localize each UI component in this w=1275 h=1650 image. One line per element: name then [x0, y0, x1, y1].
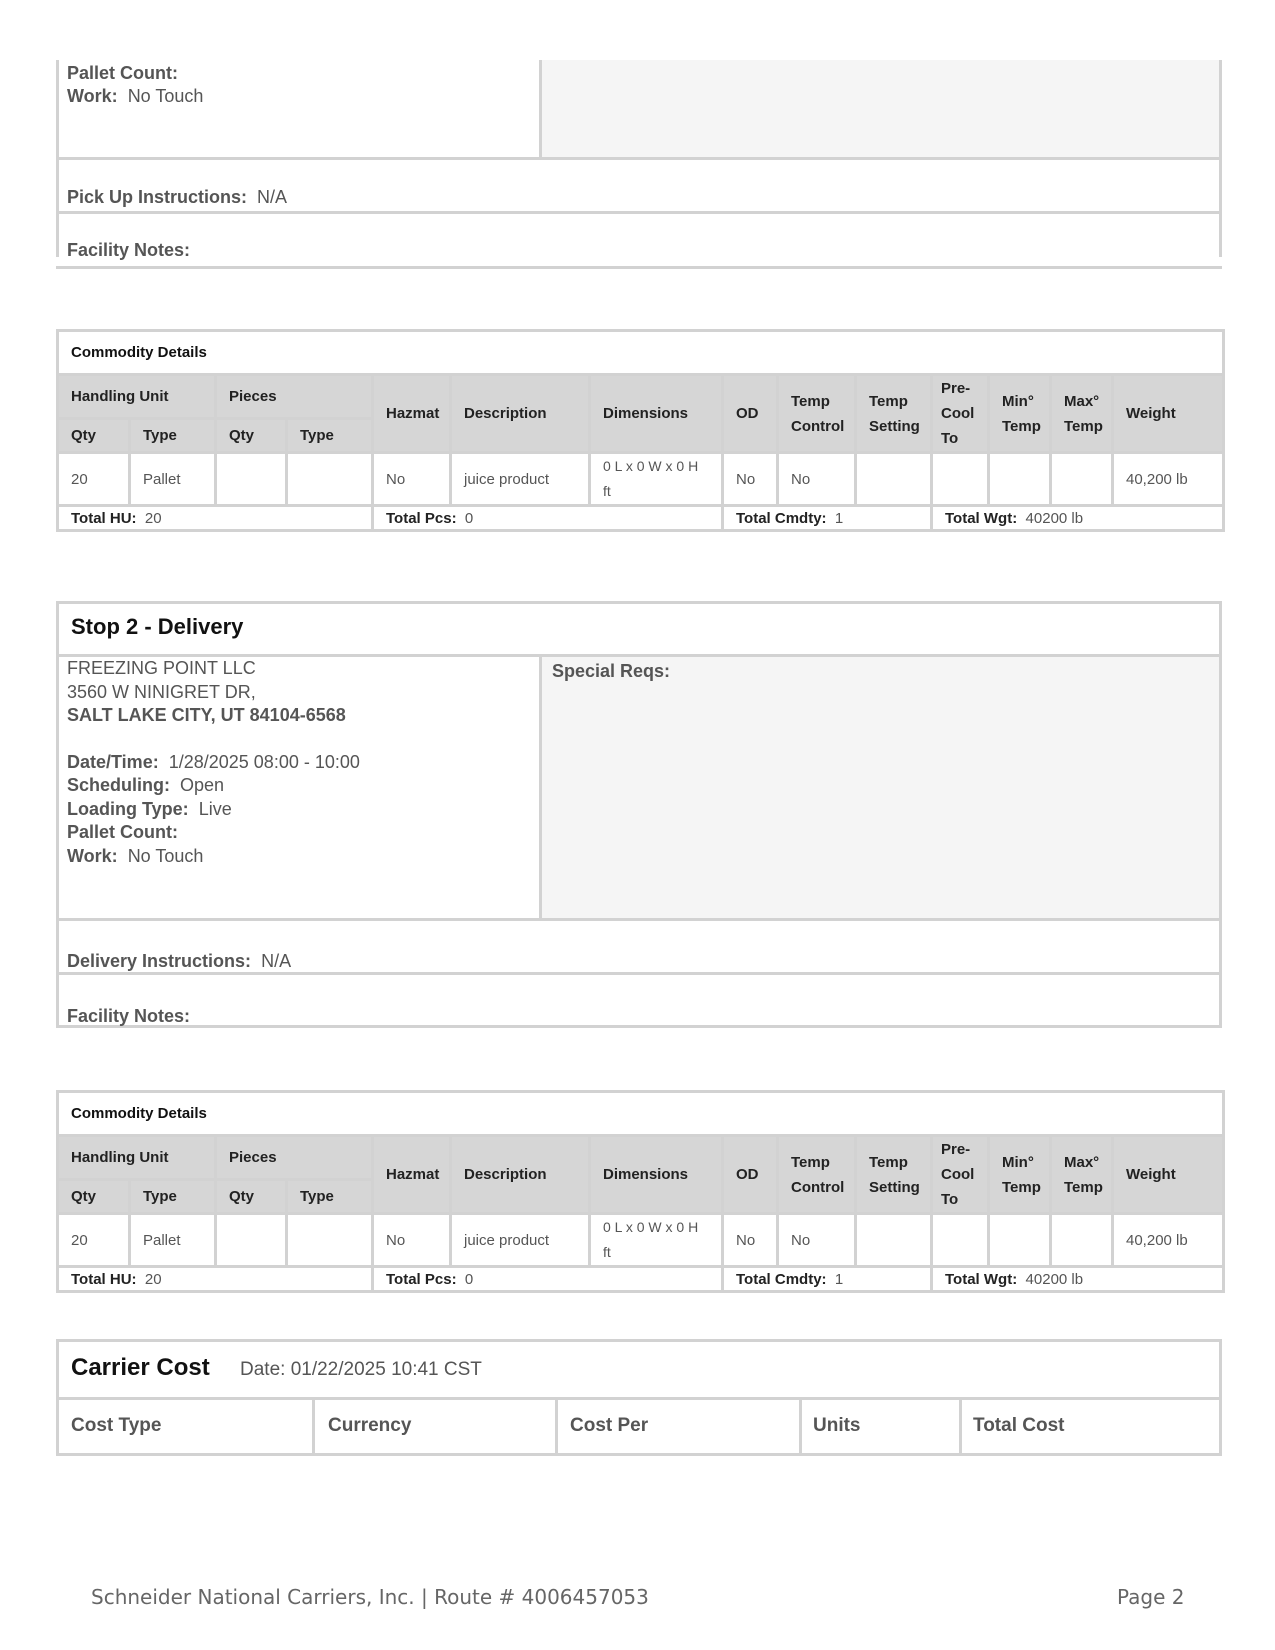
col-weight: Weight — [1113, 375, 1224, 453]
hu-type-cell: Pallet — [130, 1214, 216, 1267]
total-wgt-label: Total Wgt: — [945, 509, 1018, 527]
carrier-cost-title: Carrier Cost — [71, 1354, 210, 1381]
col-hu-qty: Qty — [58, 418, 130, 452]
totals-row — [58, 1267, 1224, 1292]
weight-cell: 40,200 lb — [1113, 1214, 1224, 1267]
col-od: OD — [723, 375, 778, 453]
pc-type-cell — [287, 453, 373, 506]
description-cell: juice product — [451, 1214, 590, 1267]
scheduling-label: Scheduling: — [67, 775, 170, 795]
temp-control-cell: No — [778, 1214, 856, 1267]
col-currency: Currency — [328, 1415, 412, 1436]
col-pc-qty: Qty — [216, 1179, 287, 1213]
total-wgt-label: Total Wgt: — [945, 1270, 1018, 1288]
delivery-instructions-value: N/A — [261, 951, 292, 971]
col-temp-setting: Temp Setting — [856, 1136, 932, 1214]
facility-notes-label: Facility Notes: — [67, 1006, 191, 1026]
stop2-title: Stop 2 - Delivery — [71, 614, 244, 639]
hazmat-cell: No — [373, 453, 451, 506]
total-cmdty-label: Total Cmdty: — [736, 1270, 827, 1288]
work-label: Work: — [67, 86, 118, 106]
col-min-temp: Min° Temp — [989, 375, 1051, 453]
total-wgt-value: 40200 lb — [1025, 1270, 1084, 1288]
special-reqs-label: Special Reqs: — [552, 661, 671, 681]
pc-type-cell — [287, 1214, 373, 1267]
page-number: Page 2 — [1117, 1585, 1185, 1609]
total-cmdty-value: 1 — [834, 509, 844, 527]
facility-notes-label: Facility Notes: — [67, 240, 191, 260]
col-max-temp: Max° Temp — [1051, 375, 1113, 453]
min-temp-cell — [989, 453, 1051, 506]
od-cell: No — [723, 1214, 778, 1267]
city-state-zip: SALT LAKE CITY, UT 84104-6568 — [67, 705, 346, 725]
col-description: Description — [451, 1136, 590, 1214]
description-cell: juice product — [451, 453, 590, 506]
col-temp-control: Temp Control — [778, 1136, 856, 1214]
col-pc-qty: Qty — [216, 418, 287, 452]
col-hu-type: Type — [130, 418, 216, 452]
table-row — [58, 453, 1224, 506]
col-hazmat: Hazmat — [373, 375, 451, 453]
special-reqs-panel — [542, 657, 1219, 918]
work-value: No Touch — [127, 86, 204, 106]
col-pieces: Pieces — [216, 375, 373, 419]
total-pcs-value: 0 — [464, 509, 474, 527]
work-value: No Touch — [127, 846, 204, 866]
total-pcs-label: Total Pcs: — [386, 1270, 457, 1288]
total-wgt-value: 40200 lb — [1025, 509, 1084, 527]
hu-qty-cell: 20 — [58, 1214, 130, 1267]
col-cost-per: Cost Per — [570, 1415, 649, 1436]
max-temp-cell — [1051, 1214, 1113, 1267]
col-hu-type: Type — [130, 1179, 216, 1213]
address-line: 3560 W NINIGRET DR, — [67, 682, 256, 702]
col-pre-cool-to: Pre-Cool To — [932, 1136, 989, 1214]
min-temp-cell — [989, 1214, 1051, 1267]
temp-setting-cell — [856, 1214, 932, 1267]
pc-qty-cell — [216, 453, 287, 506]
pickup-instructions-label: Pick Up Instructions: — [67, 187, 248, 207]
pallet-count-label: Pallet Count: — [67, 63, 178, 83]
col-hazmat: Hazmat — [373, 1136, 451, 1214]
hu-type-cell: Pallet — [130, 453, 216, 506]
total-cmdty-value: 1 — [834, 1270, 844, 1288]
commodity-title: Commodity Details — [58, 331, 1224, 375]
temp-setting-cell — [856, 453, 932, 506]
total-hu-value: 20 — [144, 1270, 162, 1288]
table-row — [58, 1214, 1224, 1267]
totals-row — [58, 506, 1224, 531]
col-min-temp: Min° Temp — [989, 1136, 1051, 1214]
col-od: OD — [723, 1136, 778, 1214]
total-cmdty-label: Total Cmdty: — [736, 509, 827, 527]
total-hu-label: Total HU: — [71, 509, 137, 527]
datetime-value: 1/28/2025 08:00 - 10:00 — [168, 752, 360, 772]
scheduling-value: Open — [180, 775, 225, 795]
col-pc-type: Type — [287, 1179, 373, 1213]
dimensions-cell: 0 L x 0 W x 0 H ft — [590, 453, 723, 506]
col-pieces: Pieces — [216, 1136, 373, 1180]
col-description: Description — [451, 375, 590, 453]
total-hu-value: 20 — [144, 509, 162, 527]
total-pcs-label: Total Pcs: — [386, 509, 457, 527]
stop1-special-reqs-panel — [542, 60, 1219, 158]
col-temp-setting: Temp Setting — [856, 375, 932, 453]
col-pre-cool-to: Pre-Cool To — [932, 375, 989, 453]
col-temp-control: Temp Control — [778, 375, 856, 453]
datetime-label: Date/Time: — [67, 752, 159, 772]
hazmat-cell: No — [373, 1214, 451, 1267]
pre-cool-cell — [932, 1214, 989, 1267]
loading-type-label: Loading Type: — [67, 799, 189, 819]
col-handling-unit: Handling Unit — [58, 1136, 216, 1180]
total-hu-label: Total HU: — [71, 1270, 137, 1288]
commodity-title: Commodity Details — [58, 1092, 1224, 1136]
total-pcs-value: 0 — [464, 1270, 474, 1288]
col-dimensions: Dimensions — [590, 1136, 723, 1214]
dimensions-cell: 0 L x 0 W x 0 H ft — [590, 1214, 723, 1267]
pickup-instructions-value: N/A — [257, 187, 288, 207]
hu-qty-cell: 20 — [58, 453, 130, 506]
footer-route: Schneider National Carriers, Inc. | Route # 4006457053 — [91, 1585, 649, 1609]
col-pc-type: Type — [287, 418, 373, 452]
loading-type-value: Live — [198, 799, 232, 819]
col-max-temp: Max° Temp — [1051, 1136, 1113, 1214]
commodity-details-table-2 — [56, 1090, 1222, 1293]
company-name: FREEZING POINT LLC — [67, 658, 256, 678]
col-handling-unit: Handling Unit — [58, 375, 216, 419]
delivery-instructions-label: Delivery Instructions: — [67, 951, 252, 971]
work-label: Work: — [67, 846, 118, 866]
col-hu-qty: Qty — [58, 1179, 130, 1213]
col-dimensions: Dimensions — [590, 375, 723, 453]
temp-control-cell: No — [778, 453, 856, 506]
max-temp-cell — [1051, 453, 1113, 506]
col-weight: Weight — [1113, 1136, 1224, 1214]
pre-cool-cell — [932, 453, 989, 506]
col-units: Units — [813, 1415, 861, 1436]
carrier-cost-date: Date: 01/22/2025 10:41 CST — [240, 1359, 482, 1380]
weight-cell: 40,200 lb — [1113, 453, 1224, 506]
pc-qty-cell — [216, 1214, 287, 1267]
od-cell: No — [723, 453, 778, 506]
col-total-cost: Total Cost — [973, 1415, 1065, 1436]
col-cost-type: Cost Type — [71, 1415, 162, 1436]
commodity-details-table-1 — [56, 329, 1222, 532]
pallet-count-label: Pallet Count: — [67, 822, 178, 842]
